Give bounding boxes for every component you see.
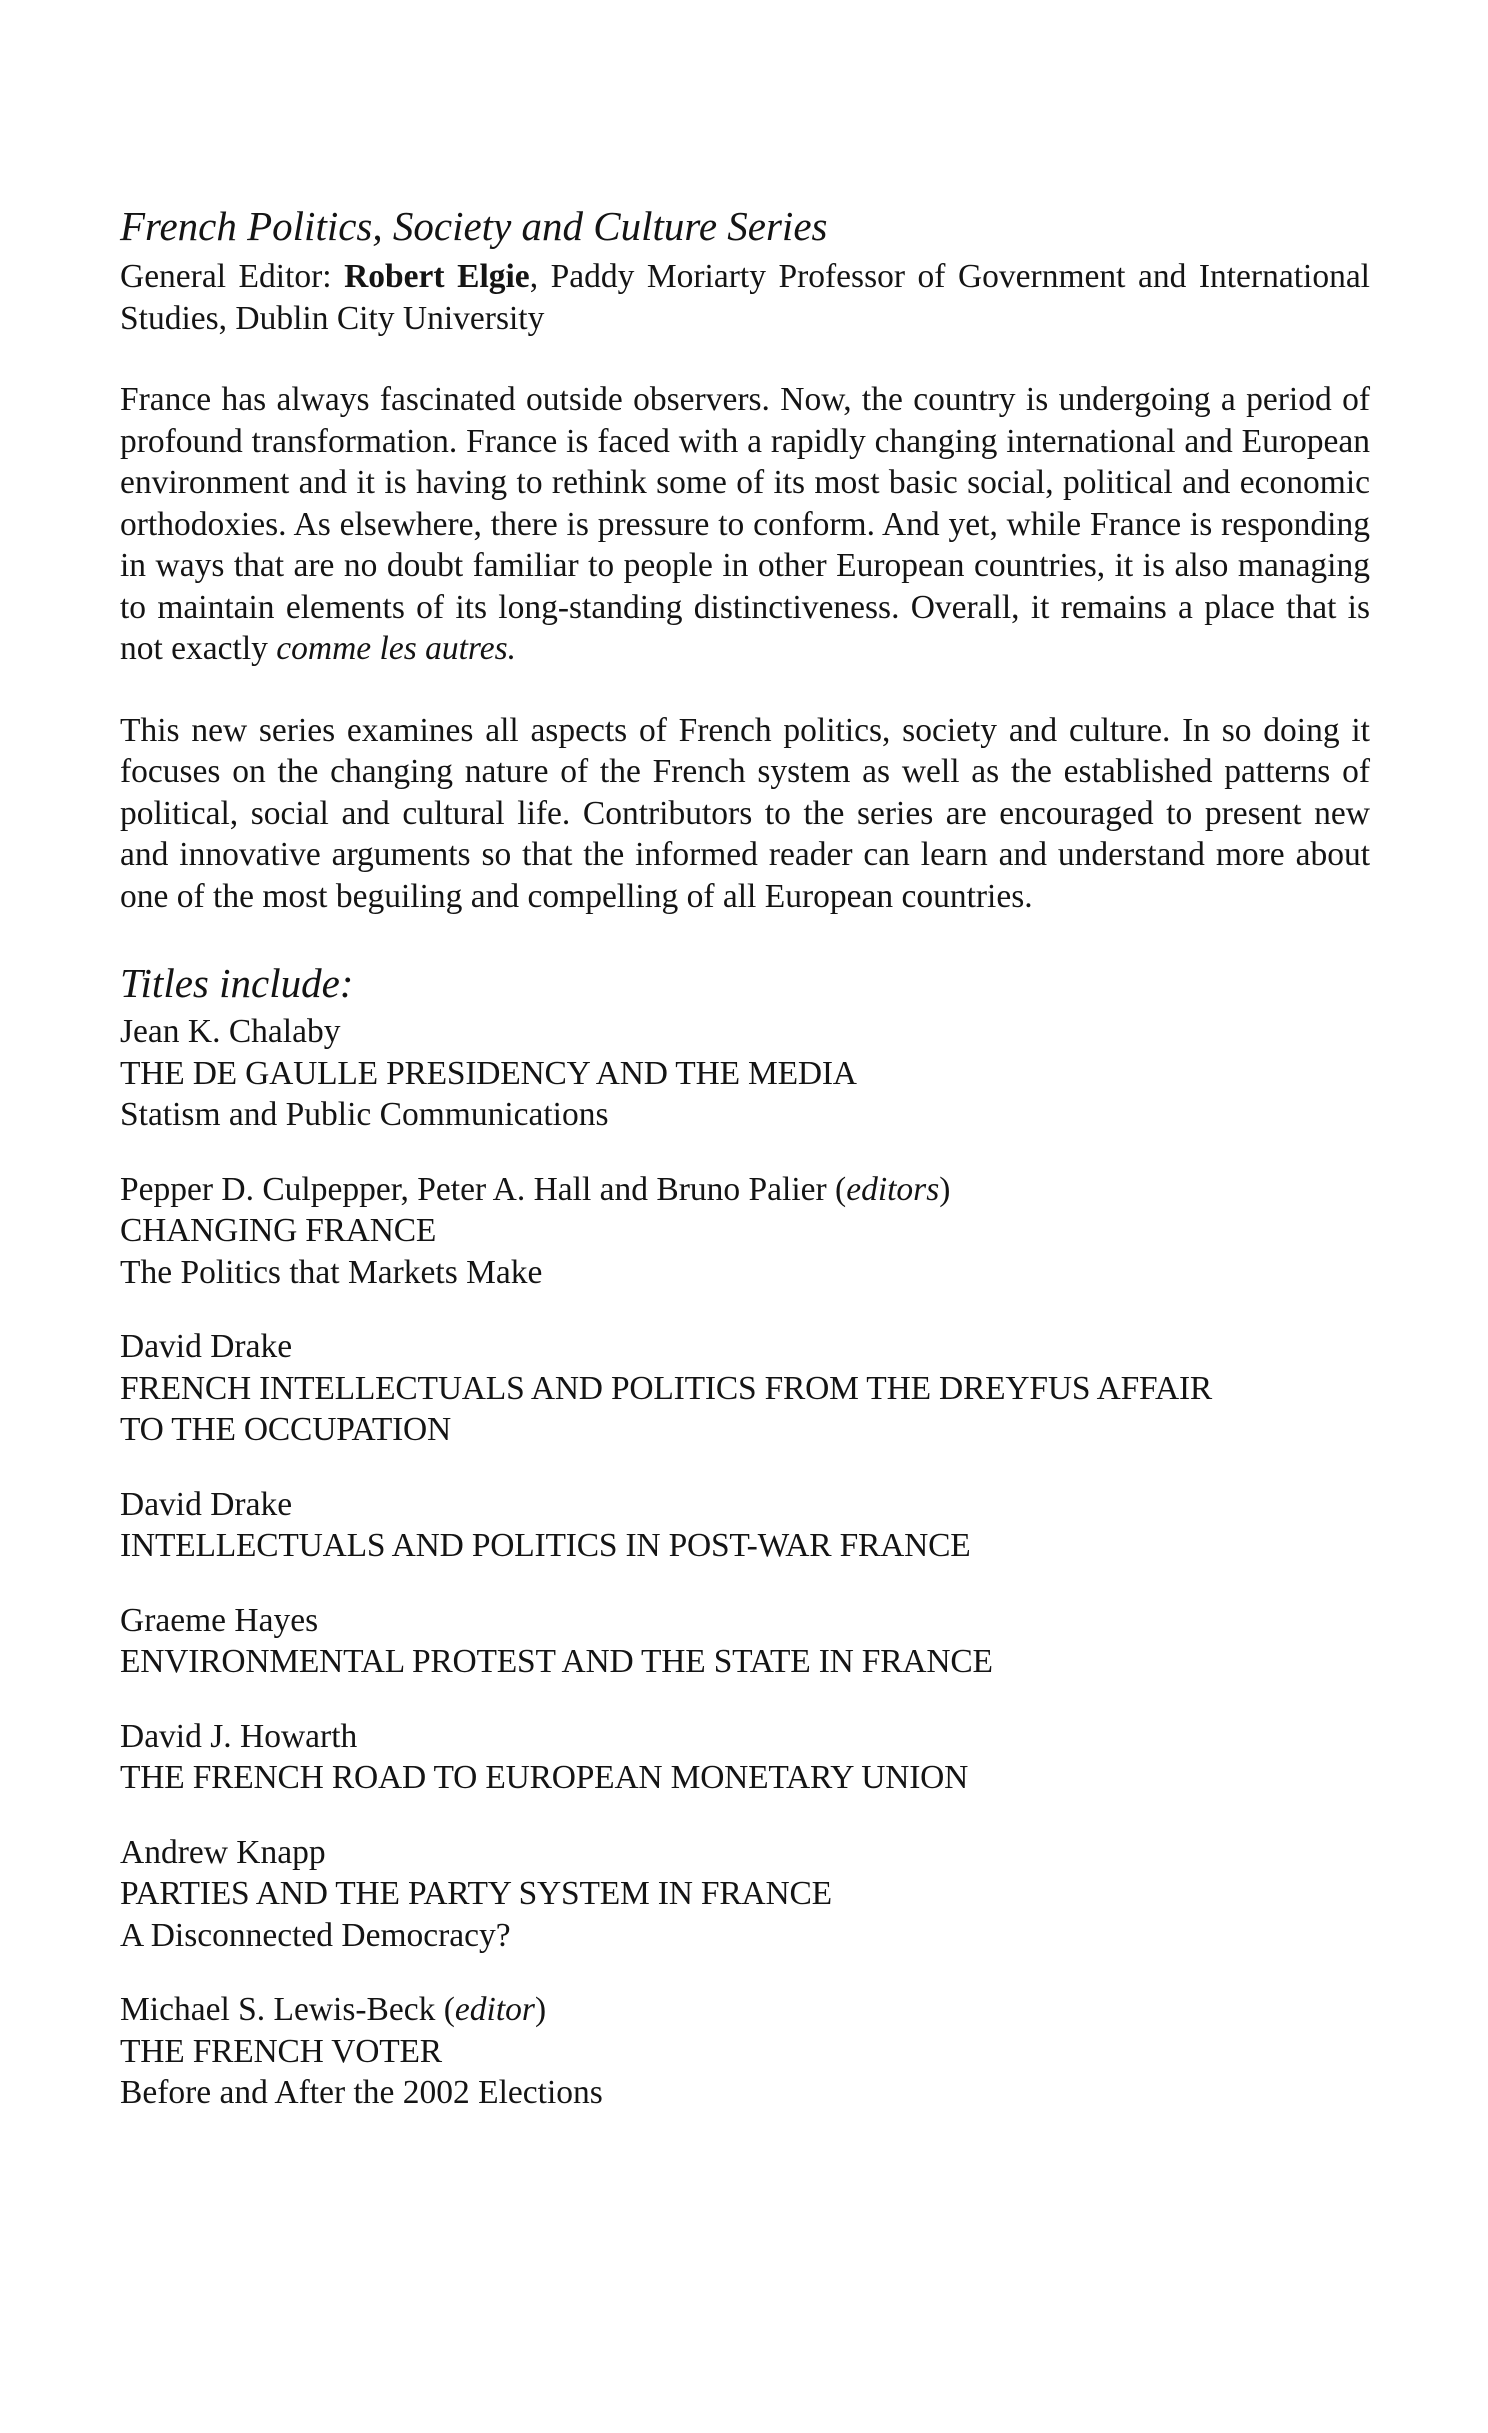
title-name: CHANGING FRANCE [120, 1212, 437, 1249]
editor-prefix: General Editor: [120, 258, 345, 295]
title-entry [120, 1169, 1370, 1294]
title-name: INTELLECTUALS AND POLITICS IN POST-WAR FRANCE [120, 1527, 971, 1564]
title-author: Michael S. Lewis-Beck (editor) [120, 1991, 547, 2028]
title-author: David Drake [120, 1485, 293, 1523]
title-name: FRENCH INTELLECTUALS AND POLITICS FROM THE DREYFUS AFFAIR [120, 1369, 1213, 1407]
title-name: THE DE GAULLE PRESIDENCY AND THE MEDIA [120, 1054, 857, 1092]
title-author: Jean K. Chalaby [120, 1013, 341, 1050]
page [120, 200, 1370, 2147]
intro-paragraph-2: This new series examines all aspects of French politics, society and culture. In so doing it focuses on the changing nature of the French system as well as the established patterns of political, social and cultural life. Contributors to the series are encouraged to present new and innovative arguments so that the informed reader can learn and understand more about one of the most beguiling and compelling of all European countries. [120, 711, 1370, 915]
title-entry [120, 1716, 1370, 1799]
intro-paragraph-1-italic: comme les autres. [276, 630, 516, 667]
title-name: THE FRENCH ROAD TO EUROPEAN MONETARY UNION [120, 1759, 969, 1796]
intro-paragraph-1 [120, 379, 1370, 670]
title-entry [120, 1832, 1370, 1957]
title-entry [120, 1011, 1370, 1136]
title-subtitle: A Disconnected Democracy? [120, 1916, 511, 1954]
title-subtitle: Before and After the 2002 Elections [120, 2074, 603, 2111]
title-author: David Drake [120, 1328, 293, 1365]
intro-paragraph-1-text: France has always fascinated outside observers. Now, the country is undergoing a period of profound transformation. France is faced with a rapidly changing international and European environment and it is having to rethink some of its most basic social, political and economic orthodoxies. As elsewhere, there is pressure to conform. And yet, while France is responding in ways that are no doubt familiar to people in other European countries, it is also managing to maintain elements of its long-standing distinctiveness. Overall, it remains a place that is not exactly [120, 381, 1370, 667]
title-name: ENVIRONMENTAL PROTEST AND THE STATE IN FRANCE [120, 1643, 993, 1680]
general-editor-line [120, 256, 1370, 339]
editor-name: Robert Elgie [344, 258, 530, 295]
title-author: Pepper D. Culpepper, Peter A. Hall and Bruno Palier (editors) [120, 1170, 951, 1208]
title-subtitle: Statism and Public Communications [120, 1096, 609, 1133]
title-entry [120, 1326, 1370, 1451]
series-title: French Politics, Society and Culture Series [120, 203, 828, 249]
title-name-continued: TO THE OCCUPATION [120, 1411, 452, 1448]
title-author-role: editors [846, 1170, 940, 1208]
title-entry [120, 1600, 1370, 1683]
title-author: David J. Howarth [120, 1717, 358, 1755]
title-author-role: editor [454, 1991, 535, 2028]
title-entry [120, 1484, 1370, 1567]
title-author: Andrew Knapp [120, 1833, 326, 1871]
titles-heading: Titles include: [120, 960, 354, 1006]
title-name: THE FRENCH VOTER [120, 2032, 442, 2070]
titles-list [120, 1011, 1370, 2114]
title-name: PARTIES AND THE PARTY SYSTEM IN FRANCE [120, 1875, 832, 1912]
title-subtitle: The Politics that Markets Make [120, 1253, 543, 1291]
editor-affiliation: , Paddy Moriarty Professor of Government and International Studies, Dublin City University [120, 258, 1370, 337]
title-entry [120, 1989, 1370, 2114]
title-author: Graeme Hayes [120, 1601, 319, 1639]
